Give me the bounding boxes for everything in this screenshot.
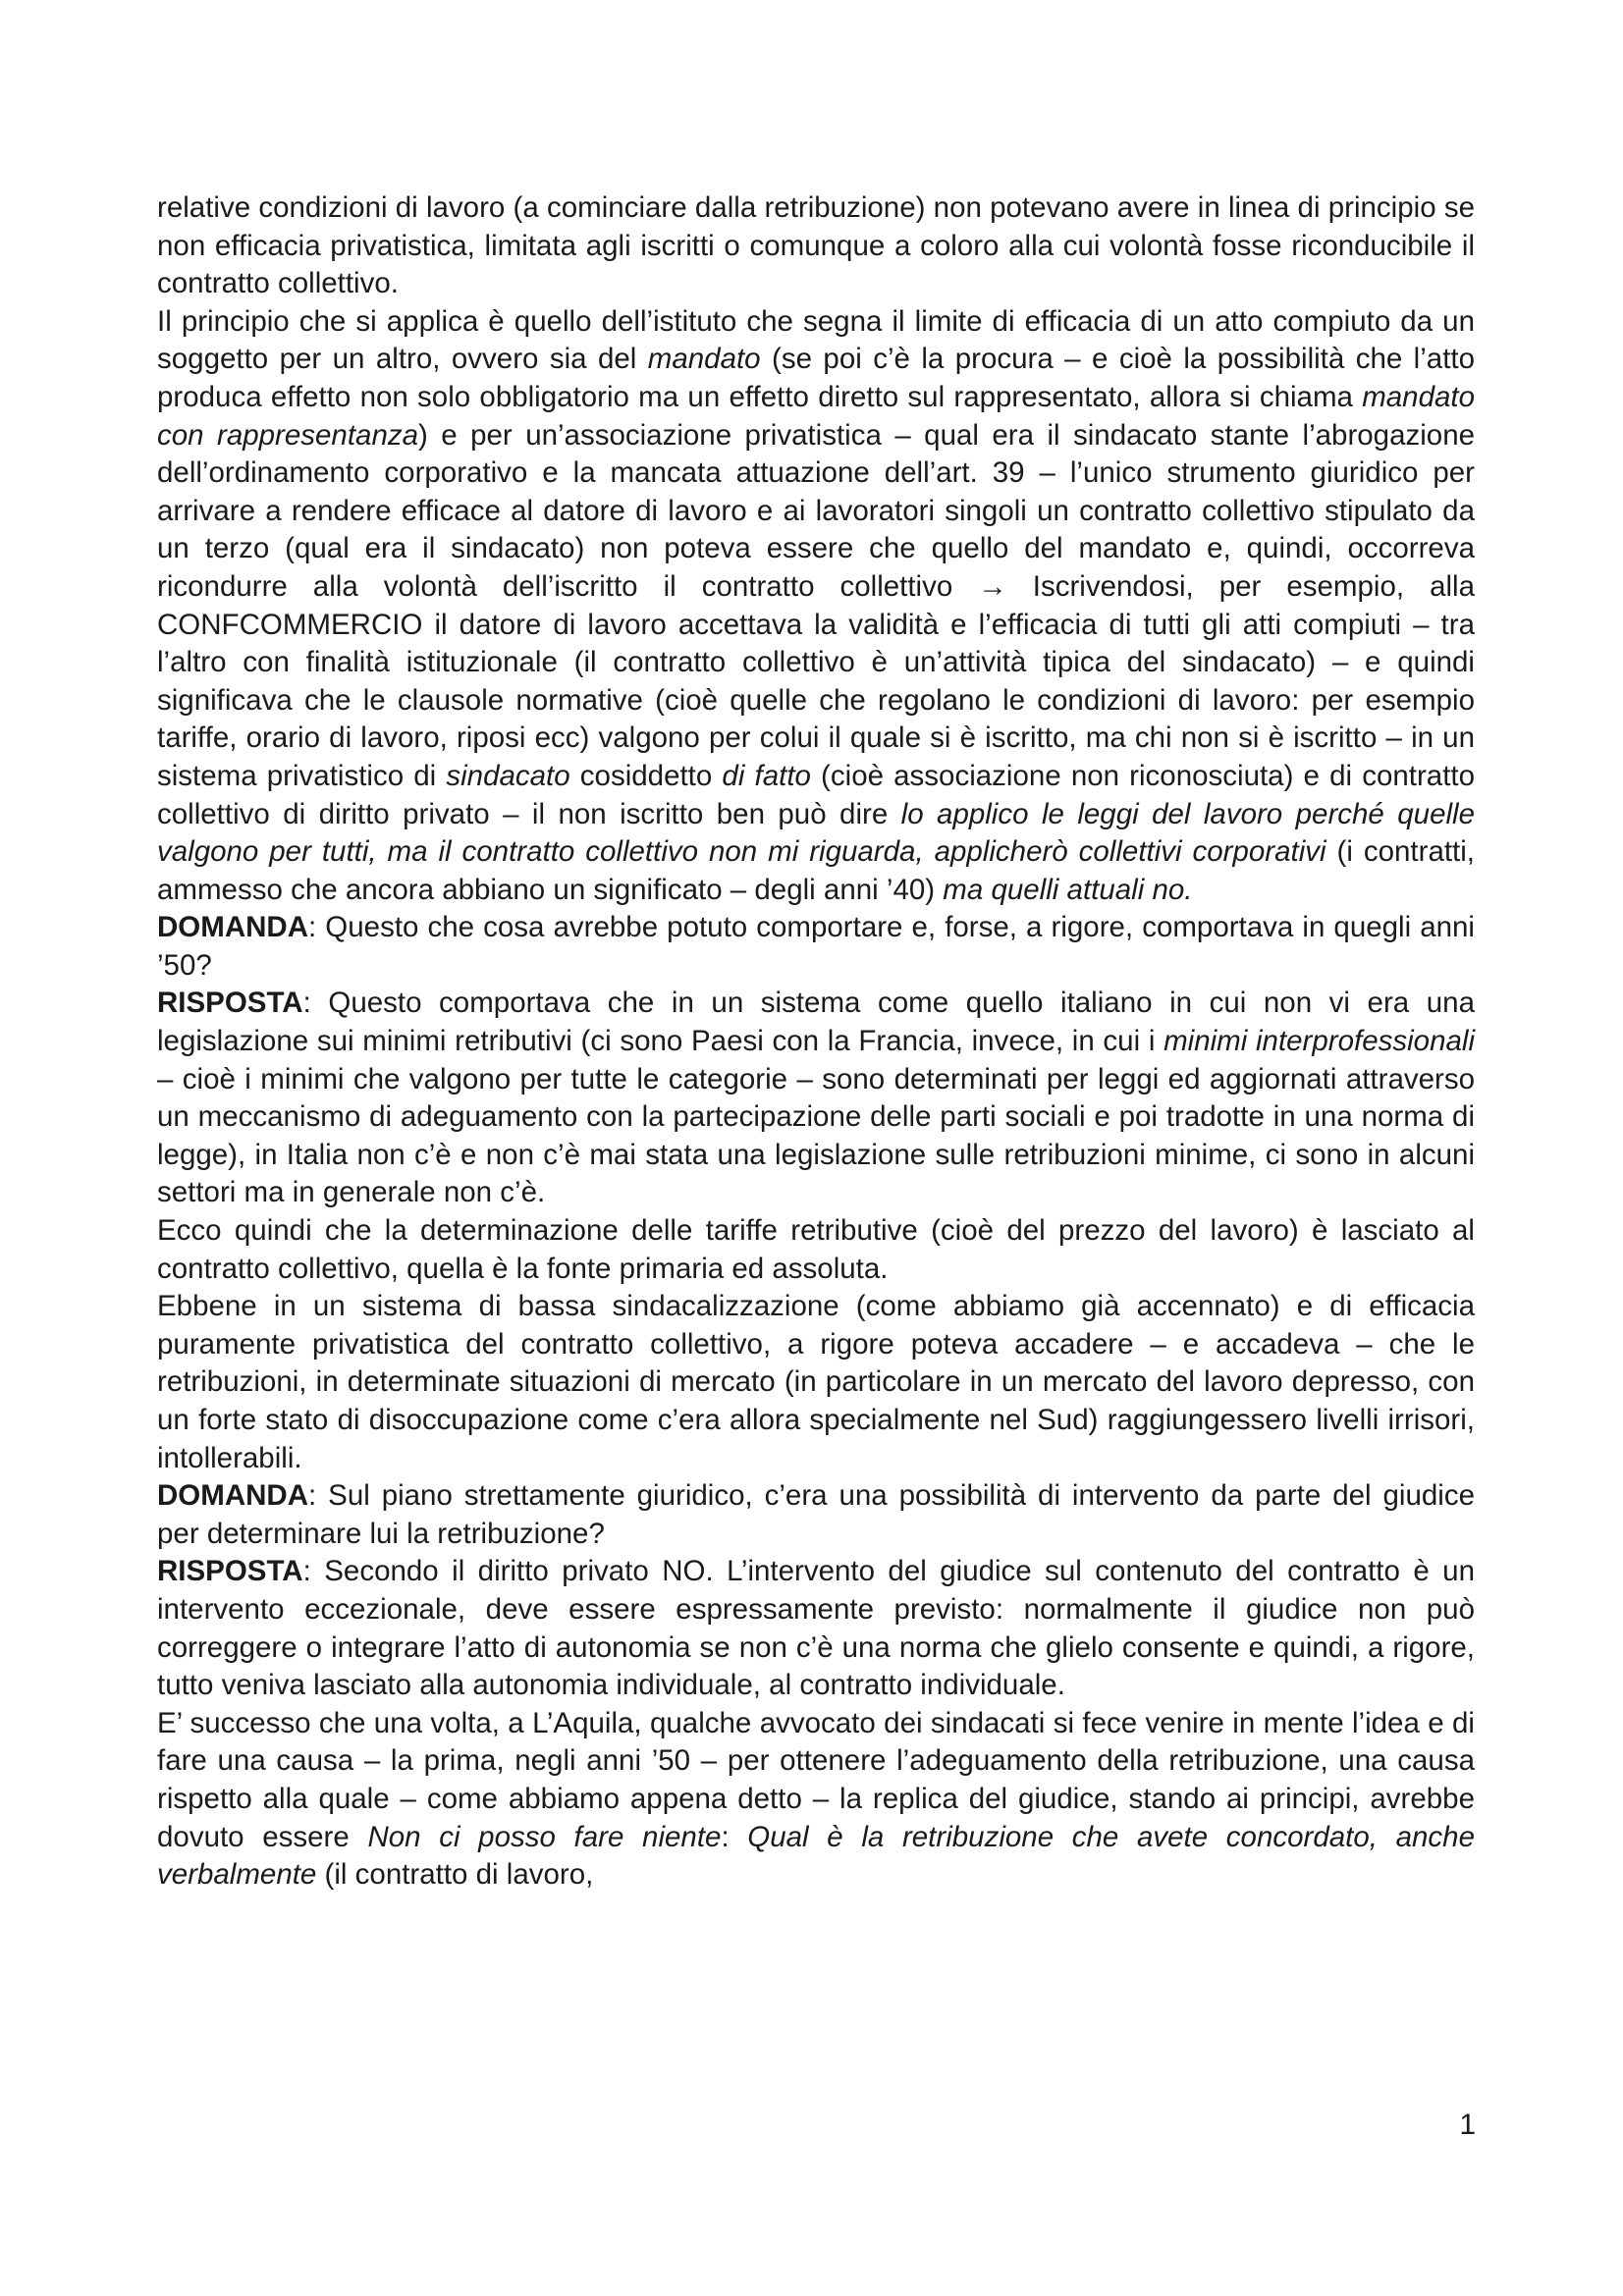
italic-text: di fatto [722,759,811,792]
text-segment: relative condizioni di lavoro (a cominciare dalla retribuzione) non potevano avere in linea di principio se non efficacia privatistica, limitata agli iscritti o comunque a coloro alla cui volontà fosse riconducibile il contratto collettivo. [157,191,1475,300]
text-segment: Ecco quindi che la determinazione delle tariffe retributive (cioè del prezzo del lavoro) è lasciato al contratto collettivo, quella è la fonte primaria ed assoluta. [157,1214,1475,1285]
italic-text: Qual è la retribuzione che avete concordato, anche verbalmente [157,1820,1475,1892]
paragraph-p9 [157,1705,1475,1895]
text-segment: – cioè i minimi che valgono per tutte le categorie – sono determinati per leggi ed aggiornati attraverso un meccanismo di adeguamento con la partecipazione delle parti sociali e poi tradotte in una norma di legge), in Italia non c’è e non c’è mai stata una legislazione sulle retribuzioni minime, ci sono in alcuni settori ma in generale non c’è. [157,1062,1475,1209]
text-segment: ) e per un’associazione privatistica – qual era il sindacato stante l’abrogazione dell’ordinamento corporativo e la mancata attuazione dell’art. 39 – l’unico strumento giuridico per arrivare a rendere efficace al datore di lavoro e ai lavoratori singoli un contratto collettivo stipulato da un terzo (qual era il sindacato) non poteva essere che quello del mandato e, quindi, occorreva ricondurre alla volontà dell’iscritto il contratto collettivo [157,418,1476,603]
text-segment: : Secondo il diritto privato NO. L’intervento del giudice sul contenuto del contratto è un intervento eccezionale, deve essere espressamente previsto: normalmente il giudice non può correggere o integrare l’atto di autonomia se non c’è una norma che glielo consente e quindi, a rigore, tutto veniva lasciato alla autonomia individuale, al contratto individuale. [157,1555,1475,1702]
text-segment: (se poi c’è la procura – e cioè la possibilità che l’atto produca effetto non solo obbligatorio ma un effetto diretto sul rappresentato, allora si chiama [157,343,1475,413]
paragraph-p4 [157,985,1475,1212]
italic-text: lo applico le leggi del lavoro perché quelle valgono per tutti, ma il contratto collettivo non mi riguarda, applicherò collettivi corporativi [157,797,1475,869]
paragraph-p1 [157,189,1475,303]
paragraph-p3 [157,909,1475,985]
text-segment: E’ successo che una volta, a L’Aquila, qualche avvocato dei sindacati si fece venire in mente l’idea e di fare una causa – la prima, negli anni ’50 – per ottenere l’adeguamento della retribuzione, una causa rispetto alla quale – come abbiamo appena detto – la replica del giudice, stando ai principi, avrebbe dovuto essere [157,1706,1475,1853]
text-segment: : Questo che cosa avrebbe potuto comportare e, forse, a rigore, comportava in quegli anni ’50? [157,911,1475,982]
label-risposta: RISPOSTA [157,1555,303,1588]
label-domanda: DOMANDA [157,1479,309,1513]
paragraph-p5 [157,1212,1475,1288]
text-segment: : Questo comportava che in un sistema come quello italiano in cui non vi era una legislazione sui minimi retributivi (ci sono Paesi con la Francia, invece, in cui i [157,987,1475,1058]
text-segment: cosiddetto [569,759,723,792]
paragraph-p2 [157,303,1475,910]
text-segment: Ebbene in un sistema di bassa sindacalizzazione (come abbiamo già accennato) e di efficacia puramente privatistica del contratto collettivo, a rigore poteva accadere – e accadeva – che le retribuzioni, in determinate situazioni di mercato (in particolare in un mercato del lavoro depresso, con un forte stato di disoccupazione come c’era allora specialmente nel Sud) raggiungessero livelli irrisori, intollerabili. [157,1290,1475,1474]
page-number: 1 [1459,2109,1476,2141]
text-segment: : Sul piano strettamente giuridico, c’era una possibilità di intervento da parte del giudice per determinare lui la retribuzione? [157,1479,1475,1550]
italic-text: mandato con rappresentanza [157,380,1475,452]
text-segment: (il contratto di lavoro, [316,1858,594,1892]
arrow-right-icon: → [978,569,1007,603]
text-segment: (cioè associazione non riconosciuta) e di contratto collettivo di diritto privato – il non iscritto ben può dire [157,759,1475,830]
text-segment: : [721,1820,748,1853]
italic-text: Non ci posso fare niente [367,1820,722,1853]
italic-text: sindacato [446,759,570,792]
label-risposta: RISPOSTA [157,987,303,1020]
italic-text: mandato [647,343,761,376]
text-segment: Iscrivendosi, per esempio, alla CONFCOMMERCIO il datore di lavoro accettava la validità e l’efficacia di tutti gli atti compiuti – tra l’altro con finalità istituzionale (il contratto collettivo è un’attività tipica del sindacato) – e quindi significava che le clausole normative (cioè quelle che regolano le condizioni di lavoro: per esempio tariffe, orario di lavoro, riposi ecc) valgono per colui il quale si è iscritto, ma chi non si è iscritto – in un sistema privatistico di [157,569,1475,792]
document-body [157,189,1475,1895]
paragraph-p6 [157,1288,1475,1477]
text-segment: (i contratti, ammesso che ancora abbiano un significato – degli anni ’40) [157,835,1475,906]
paragraph-p7 [157,1477,1475,1553]
italic-text: ma quelli attuali no. [943,873,1193,906]
text-segment: Il principio che si applica è quello dell’istituto che segna il limite di efficacia di un atto compiuto da un soggetto per un altro, ovvero sia del [157,304,1475,376]
label-domanda: DOMANDA [157,911,309,944]
italic-text: minimi interprofessionali [1163,1025,1476,1058]
paragraph-p8 [157,1553,1475,1704]
